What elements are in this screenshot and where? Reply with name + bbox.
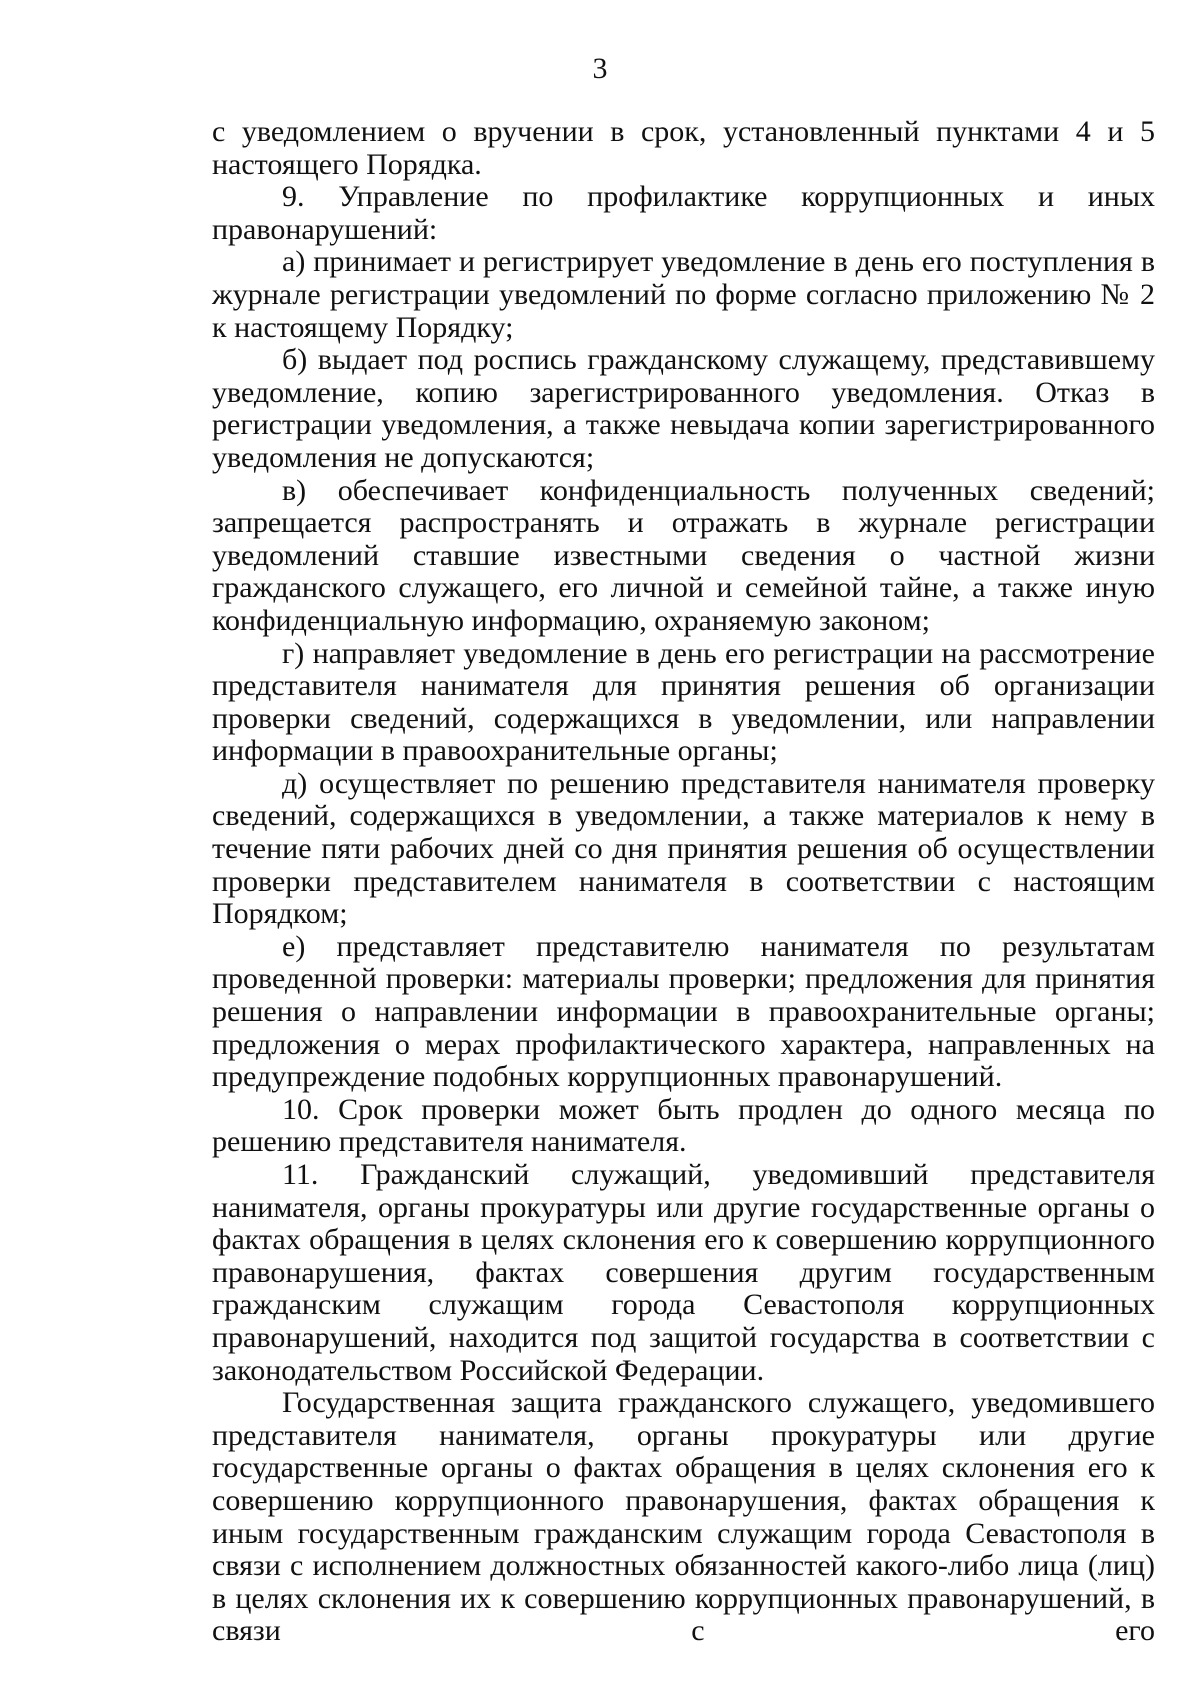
paragraph-item-9e: е) представляет представителю нанимателя по результатам проведенной проверки: материалы проверки; предложения для принятия решения о направлении информации в правоохранительные органы; предложения о мерах профилактического характера, направленных на предупреждение подобных коррупционных правонарушений. — [212, 929, 1155, 1094]
document-body — [212, 116, 1155, 1648]
paragraph-continuation: с уведомлением о вручении в срок, установленный пунктами 4 и 5 настоящего Порядка. — [212, 115, 1155, 181]
paragraph-item-9a: а) принимает и регистрирует уведомление в день его поступления в журнале регистрации уведомлений по форме согласно приложению № 2 к настоящему Порядку; — [212, 245, 1155, 344]
paragraph-state-protection: Государственная защита гражданского служащего, уведомившего представителя нанимателя, органы прокуратуры или другие государственные органы о фактах обращения в целях склонения его к совершению коррупционного правонарушения, фактах обращения к иным государственным гражданским служащим города Севастополя в связи с исполнением должностных обязанностей какого-либо лица (лиц) в целях склонения их к совершению коррупционных правонарушений, в связи с его — [212, 1386, 1155, 1648]
page-number: 3 — [592, 52, 608, 85]
paragraph-item-9d: д) осуществляет по решению представителя нанимателя проверку сведений, содержащихся в уведомлении, а также материалов к нему в течение пяти рабочих дней со дня принятия решения об осуществлении проверки представителем нанимателя в соответствии с настоящим Порядком; — [212, 766, 1155, 931]
paragraph-item-9: 9. Управление по профилактике коррупционных и иных правонарушений: — [212, 180, 1155, 246]
paragraph-item-9g: г) направляет уведомление в день его регистрации на рассмотрение представителя нанимателя для принятия решения об организации проверки сведений, содержащихся в уведомлении, или направлении информации в правоохранительные органы; — [212, 636, 1155, 768]
paragraph-item-11: 11. Гражданский служащий, уведомивший представителя нанимателя, органы прокуратуры или другие государственные органы о фактах обращения в целях склонения его к совершению коррупционного правонарушения, фактах совершения другим государственным гражданским служащим города Севастополя коррупционных правонарушений, находится под защитой государства в соответствии с законодательством Российской Федерации. — [212, 1158, 1155, 1387]
paragraph-item-9v: в) обеспечивает конфиденциальность полученных сведений; запрещается распространять и отражать в журнале регистрации уведомлений ставшие известными сведения о частной жизни гражданского служащего, его личной и семейной тайне, а также иную конфиденциальную информацию, охраняемую законом; — [212, 473, 1155, 637]
paragraph-item-9b: б) выдает под роспись гражданскому служащему, представившему уведомление, копию зарегистрированного уведомления. Отказ в регистрации уведомления, а также невыдача копии зарегистрированного уведомления не допускаются; — [212, 343, 1155, 474]
paragraph-item-10: 10. Срок проверки может быть продлен до одного месяца по решению представителя нанимателя. — [212, 1092, 1155, 1159]
